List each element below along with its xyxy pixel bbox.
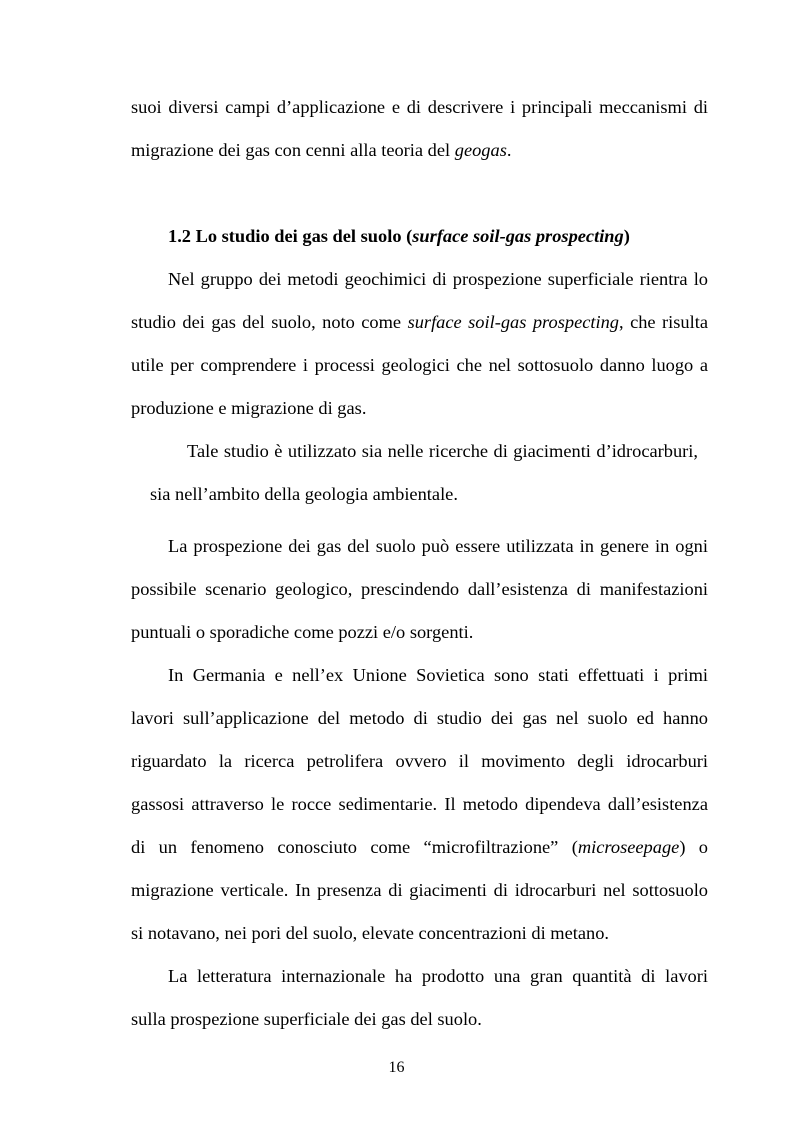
term-geogas: geogas bbox=[454, 140, 507, 160]
term-surface-soil-gas: surface soil-gas prospecting bbox=[407, 312, 620, 332]
para4-line-6: migrazione verticale. In presenza di giacimenti di idrocarburi nel sottosuolo bbox=[131, 880, 708, 900]
para4-line-1: In Germania e nell’ex Unione Sovietica sono stati effettuati i primi bbox=[168, 665, 708, 685]
para4-line-2: lavori sull’applicazione del metodo di studio dei gas nel suolo ed hanno bbox=[131, 708, 708, 728]
para3-line-3: puntuali o sporadiche come pozzi e/o sorgenti. bbox=[131, 622, 474, 642]
intro-line-1: suoi diversi campi d’applicazione e di descrivere i principali meccanismi di bbox=[131, 97, 708, 117]
para2-line-2: sia nell’ambito della geologia ambientale. bbox=[150, 484, 458, 504]
para2-line-1: Tale studio è utilizzato sia nelle ricerche di giacimenti d’idrocarburi, bbox=[187, 441, 698, 461]
para4-line-5: di un fenomeno conosciuto come “microfiltrazione” (microseepage) o bbox=[131, 837, 708, 857]
section-heading: 1.2 Lo studio dei gas del suolo (surface soil-gas prospecting) bbox=[168, 226, 630, 246]
para3-line-1: La prospezione dei gas del suolo può essere utilizzata in genere in ogni bbox=[168, 536, 708, 556]
para1-line-4: produzione e migrazione di gas. bbox=[131, 398, 367, 418]
para4-line-4: gassosi attraverso le rocce sedimentarie. Il metodo dipendeva dall’esistenza bbox=[131, 794, 708, 814]
para1-line-1: Nel gruppo dei metodi geochimici di prospezione superficiale rientra lo bbox=[168, 269, 708, 289]
para4-line-7: si notavano, nei pori del suolo, elevate concentrazioni di metano. bbox=[131, 923, 610, 943]
page-number: 16 bbox=[388, 1059, 405, 1076]
heading-italic-term: surface soil-gas prospecting bbox=[412, 226, 624, 246]
intro-line-2: migrazione dei gas con cenni alla teoria del geogas. bbox=[131, 140, 512, 160]
para5-line-1: La letteratura internazionale ha prodotto una gran quantità di lavori bbox=[168, 966, 708, 986]
term-microseepage: microseepage bbox=[577, 837, 680, 857]
para1-line-2: studio dei gas del suolo, noto come surface soil-gas prospecting, che risulta bbox=[131, 312, 709, 332]
para4-line-3: riguardato la ricerca petrolifera ovvero il movimento degli idrocarburi bbox=[131, 751, 708, 771]
para5-line-2: sulla prospezione superficiale dei gas del suolo. bbox=[131, 1009, 482, 1029]
para1-line-3: utile per comprendere i processi geologici che nel sottosuolo danno luogo a bbox=[131, 355, 708, 375]
para3-line-2: possibile scenario geologico, prescindendo dall’esistenza di manifestazioni bbox=[131, 579, 708, 599]
